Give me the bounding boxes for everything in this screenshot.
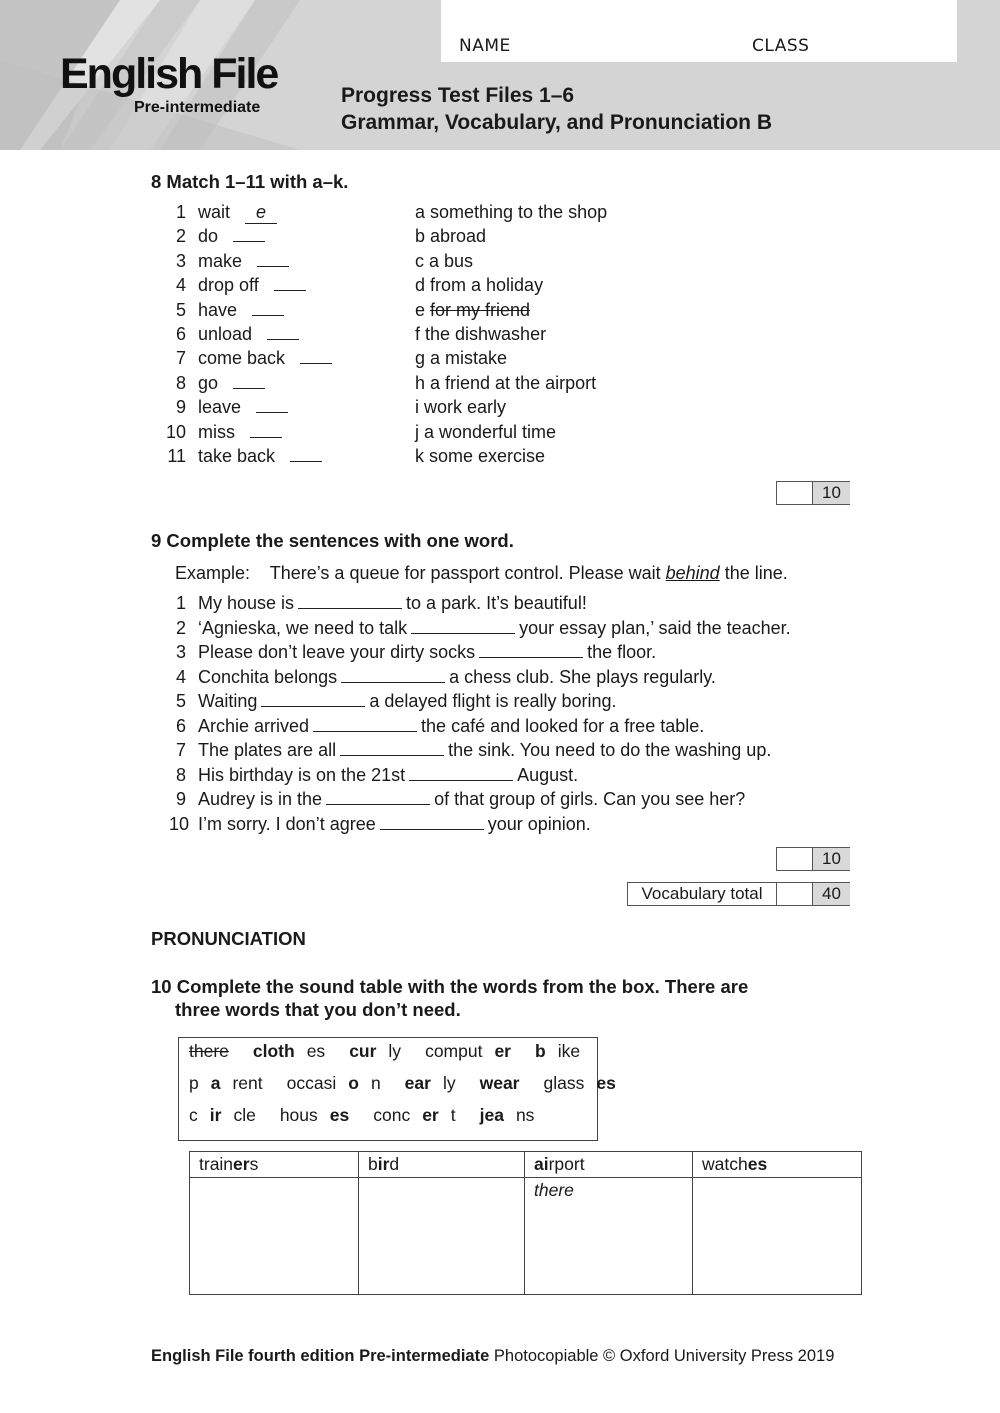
box-word-part: conc xyxy=(373,1105,411,1125)
sound-table-header-row xyxy=(190,1152,862,1178)
q8-item-text: do xyxy=(198,226,219,247)
q8-heading: 8 Match 1–11 with a–k. xyxy=(151,171,349,192)
footer-bold: English File fourth edition Pre-intermediate xyxy=(151,1347,490,1365)
q9-sentence xyxy=(198,593,587,614)
q9-sentence xyxy=(198,642,656,663)
q8-item-text: unload xyxy=(198,324,253,344)
box-word-part: cloth xyxy=(252,1041,295,1061)
q9-item-number: 10 xyxy=(168,813,189,834)
sound-table-header xyxy=(525,1152,693,1178)
q9-sentence-end: your essay plan,’ said the teacher. xyxy=(519,617,791,638)
q8-item-number: 6 xyxy=(175,324,186,344)
box-word xyxy=(543,1073,627,1093)
q10-heading-line2: three words that you don’t need. xyxy=(175,999,461,1020)
q8-answer-blank[interactable] xyxy=(300,349,332,364)
box-word-part: es xyxy=(596,1073,616,1093)
header-part: b xyxy=(368,1154,378,1174)
q9-item-number: 1 xyxy=(175,593,186,613)
q8-item-text: make xyxy=(198,250,243,271)
q8-answer-blank[interactable] xyxy=(233,227,265,242)
box-word-part: es xyxy=(306,1041,326,1061)
q9-sentence-start: Conchita belongs xyxy=(198,666,338,687)
box-word-part: ike xyxy=(557,1041,581,1061)
q9-example xyxy=(175,563,788,584)
q9-sentence-end: the floor. xyxy=(587,642,657,662)
word-box-row-3 xyxy=(189,1105,558,1126)
q9-sentence-end: August. xyxy=(517,764,579,785)
box-word-part: jea xyxy=(479,1105,504,1125)
q8-item-number: 11 xyxy=(167,446,186,466)
box-word-part: rent xyxy=(232,1073,263,1093)
word-box xyxy=(178,1037,616,1141)
q9-answer-gap[interactable] xyxy=(380,815,484,830)
q8-option: d from a holiday xyxy=(415,275,544,296)
q8-option: h a friend at the airport xyxy=(415,372,597,393)
box-word-part: c xyxy=(189,1105,198,1125)
q8-left-item xyxy=(198,251,289,272)
word-box-row-1 xyxy=(189,1041,604,1062)
header-band xyxy=(0,0,1000,150)
q8-left-item xyxy=(198,275,306,296)
q9-sentence xyxy=(198,765,578,786)
q8-example-answer: e xyxy=(245,202,277,224)
q8-item-text: have xyxy=(198,299,238,320)
q8-left-item xyxy=(198,373,265,394)
q9-item-number: 9 xyxy=(175,789,186,809)
q8-left-item xyxy=(198,422,282,443)
q8-item-text: come back xyxy=(198,348,286,369)
q9-score: 10 xyxy=(812,848,850,870)
q8-item-number: 9 xyxy=(175,397,186,418)
q9-sentence-start: The plates are all xyxy=(198,740,337,760)
q8-answer-blank[interactable] xyxy=(250,423,282,438)
q9-sentence-end: a chess club. She plays regularly. xyxy=(449,666,716,687)
q8-option: e for my friend xyxy=(415,299,531,320)
box-word xyxy=(480,1105,547,1125)
class-label: CLASS xyxy=(752,36,810,56)
q8-answer-blank[interactable] xyxy=(267,325,299,340)
q9-answer-gap[interactable] xyxy=(326,790,430,805)
vocab-total-box xyxy=(627,882,850,906)
q8-answer-blank[interactable] xyxy=(233,374,265,389)
q9-sentence xyxy=(198,691,617,712)
q8-left-item xyxy=(198,397,288,418)
header-part: ai xyxy=(534,1154,549,1174)
box-word xyxy=(373,1105,467,1125)
q8-left-item xyxy=(198,226,265,247)
box-word-part: t xyxy=(450,1105,456,1125)
name-label: NAME xyxy=(459,36,511,56)
q9-answer-gap[interactable] xyxy=(409,766,513,781)
q8-item-text: drop off xyxy=(198,275,259,296)
box-word-part: cur xyxy=(349,1041,377,1061)
q8-item-text: take back xyxy=(198,446,276,466)
box-word xyxy=(425,1041,523,1061)
box-word-part: ly xyxy=(442,1073,456,1093)
box-word-part: occasi xyxy=(286,1073,337,1093)
name-class-panel xyxy=(441,0,957,62)
q8-option: b abroad xyxy=(415,226,487,247)
header-part: es xyxy=(747,1154,768,1174)
header-part: rport xyxy=(548,1154,585,1174)
q9-sentence-end: the sink. You need to do the washing up. xyxy=(448,740,772,760)
box-word-part: there xyxy=(189,1041,229,1061)
q9-sentence-end: a delayed flight is really boring. xyxy=(369,691,617,711)
q8-answer-blank[interactable] xyxy=(274,276,306,291)
answer-cell-trainers[interactable] xyxy=(190,1178,359,1295)
q9-item-number: 5 xyxy=(175,691,186,711)
q8-option: k some exercise xyxy=(415,446,546,466)
box-word xyxy=(480,1073,532,1093)
q9-answer-gap[interactable] xyxy=(411,619,515,634)
box-word-part: ly xyxy=(388,1041,402,1061)
vocab-total-label: Vocabulary total xyxy=(641,884,763,903)
header-part: d xyxy=(389,1154,400,1174)
test-title-line2: Grammar, Vocabulary, and Pronunciation B xyxy=(341,111,772,134)
logo-title: English File xyxy=(60,50,278,98)
box-word xyxy=(189,1041,241,1061)
q10-heading-line1: 10 Complete the sound table with the words from the box. There are xyxy=(151,976,749,997)
q9-item-number: 4 xyxy=(175,666,186,687)
example-answer-there: there xyxy=(534,1180,574,1200)
q9-answer-gap[interactable] xyxy=(341,668,445,683)
box-word xyxy=(535,1041,592,1061)
q8-answer-blank[interactable] xyxy=(290,447,322,462)
q9-sentence-end: the café and looked for a free table. xyxy=(421,715,705,736)
q8-item-number: 2 xyxy=(175,226,186,247)
q8-option: c a bus xyxy=(415,250,474,271)
q9-answer-gap[interactable] xyxy=(479,643,583,658)
box-word-part: cle xyxy=(233,1105,256,1125)
box-word xyxy=(253,1041,337,1061)
q9-item-number: 2 xyxy=(175,617,186,638)
q8-item-number: 4 xyxy=(175,275,186,296)
box-word-part: glass xyxy=(543,1073,585,1093)
q8-item-number: 3 xyxy=(175,250,186,271)
q9-sentence-start: Archie arrived xyxy=(198,715,310,736)
q9-sentence xyxy=(198,716,704,737)
q8-option: i work early xyxy=(415,397,507,418)
box-word xyxy=(189,1105,268,1125)
box-word-part: er xyxy=(494,1041,511,1061)
q9-item-number: 3 xyxy=(175,642,186,662)
q8-left-item xyxy=(198,348,332,369)
sound-table-answer-row xyxy=(190,1178,862,1295)
header-part: er xyxy=(233,1154,250,1174)
sound-table-header xyxy=(190,1152,359,1178)
box-word-part: p xyxy=(189,1073,199,1093)
box-word-part: hous xyxy=(279,1105,318,1125)
q9-sentence xyxy=(198,618,791,639)
footer xyxy=(151,1347,834,1366)
q9-answer-gap[interactable] xyxy=(313,717,417,732)
q8-item-text: leave xyxy=(198,397,242,418)
q9-sentence-start: My house is xyxy=(198,593,295,613)
box-word xyxy=(280,1105,361,1125)
q8-left-item xyxy=(198,300,284,321)
q9-answer-gap[interactable] xyxy=(261,692,365,707)
q8-option-crossed-out: for my friend xyxy=(430,299,531,320)
q8-item-number: 5 xyxy=(175,299,186,320)
box-word-part: ir xyxy=(209,1105,222,1125)
q9-sentence-start: I’m sorry. I don’t agree xyxy=(198,813,376,834)
sound-table xyxy=(189,1151,862,1295)
q9-heading: 9 Complete the sentences with one word. xyxy=(151,530,514,551)
box-word-part: es xyxy=(329,1105,350,1125)
q8-left-item xyxy=(198,446,322,467)
answer-cell-bird[interactable] xyxy=(359,1178,525,1295)
q9-item-number: 7 xyxy=(175,740,186,760)
q9-example-word: behind xyxy=(665,563,720,583)
q9-sentence-start: Please don’t leave your dirty socks xyxy=(198,642,476,662)
pronunciation-heading: PRONUNCIATION xyxy=(151,928,306,949)
header-part: train xyxy=(199,1154,234,1174)
q9-sentence xyxy=(198,814,591,835)
q9-sentence-start: ‘Agnieska, we need to talk xyxy=(198,617,408,638)
box-word-part: n xyxy=(370,1073,381,1093)
vocab-total-score: 40 xyxy=(812,883,850,905)
box-word-part: er xyxy=(422,1105,439,1125)
q9-sentence-start: Audrey is in the xyxy=(198,789,323,809)
box-word xyxy=(189,1073,275,1093)
q9-answer-gap[interactable] xyxy=(340,741,444,756)
box-word xyxy=(349,1041,413,1061)
q8-item-text: miss xyxy=(198,421,235,442)
header-part: ir xyxy=(377,1154,390,1174)
header-part: watch xyxy=(702,1154,748,1174)
header-part: s xyxy=(249,1154,259,1174)
q8-answer-blank[interactable] xyxy=(256,398,288,413)
box-word-part: ns xyxy=(515,1105,535,1125)
q8-answer-blank[interactable] xyxy=(252,301,284,316)
q9-answer-gap[interactable] xyxy=(298,594,402,609)
box-word-part: a xyxy=(210,1073,221,1093)
q9-sentence-end: your opinion. xyxy=(487,813,591,834)
box-word-part: ear xyxy=(404,1073,431,1093)
q8-score: 10 xyxy=(812,482,850,504)
word-box-row-2 xyxy=(189,1073,640,1094)
q8-score-box xyxy=(776,481,850,505)
box-word xyxy=(287,1073,393,1093)
q9-score-box xyxy=(776,847,850,871)
q9-example-label: Example: xyxy=(175,563,251,583)
test-title-line1: Progress Test Files 1–6 xyxy=(341,84,575,107)
sound-table-header xyxy=(359,1152,525,1178)
logo-subtitle: Pre-intermediate xyxy=(134,99,261,116)
q8-item-number: 7 xyxy=(175,348,186,369)
q8-item-text: go xyxy=(198,372,219,393)
q9-example-after: the line. xyxy=(719,563,788,583)
q8-item-text: wait xyxy=(198,202,231,222)
footer-rest: Photocopiable © Oxford University Press 2019 xyxy=(489,1347,835,1365)
q8-left-item xyxy=(198,202,277,224)
answer-cell-airport[interactable] xyxy=(525,1178,693,1295)
q9-item-number: 6 xyxy=(175,715,186,736)
q8-item-number: 10 xyxy=(165,421,186,442)
answer-cell-watches[interactable] xyxy=(693,1178,862,1295)
q9-sentence xyxy=(198,667,716,688)
box-word xyxy=(405,1073,468,1093)
q9-sentence-start: His birthday is on the 21st xyxy=(198,764,406,785)
q9-sentence-start: Waiting xyxy=(198,691,258,711)
q8-left-item xyxy=(198,324,299,345)
box-word-part: b xyxy=(535,1041,546,1061)
box-word-part: o xyxy=(348,1073,359,1093)
q9-sentence-end: to a park. It’s beautiful! xyxy=(406,593,587,613)
q8-answer-blank[interactable] xyxy=(257,252,289,267)
q8-item-number: 8 xyxy=(175,372,186,393)
box-word-part: wear xyxy=(479,1073,520,1093)
q8-option: a something to the shop xyxy=(415,202,608,222)
q9-item-number: 8 xyxy=(175,764,186,785)
q9-sentence xyxy=(198,789,745,810)
q9-example-before: There’s a queue for passport control. Please wait xyxy=(269,563,666,583)
box-word-part: comput xyxy=(425,1041,483,1061)
q8-option: g a mistake xyxy=(415,348,508,369)
q8-option: j a wonderful time xyxy=(415,421,557,442)
vocab-total-blank[interactable] xyxy=(776,883,813,905)
q9-sentence-end: of that group of girls. Can you see her? xyxy=(434,789,746,809)
q8-option: f the dishwasher xyxy=(415,324,547,344)
q9-sentence xyxy=(198,740,771,761)
q8-item-number: 1 xyxy=(175,202,186,222)
sound-table-header xyxy=(693,1152,862,1178)
